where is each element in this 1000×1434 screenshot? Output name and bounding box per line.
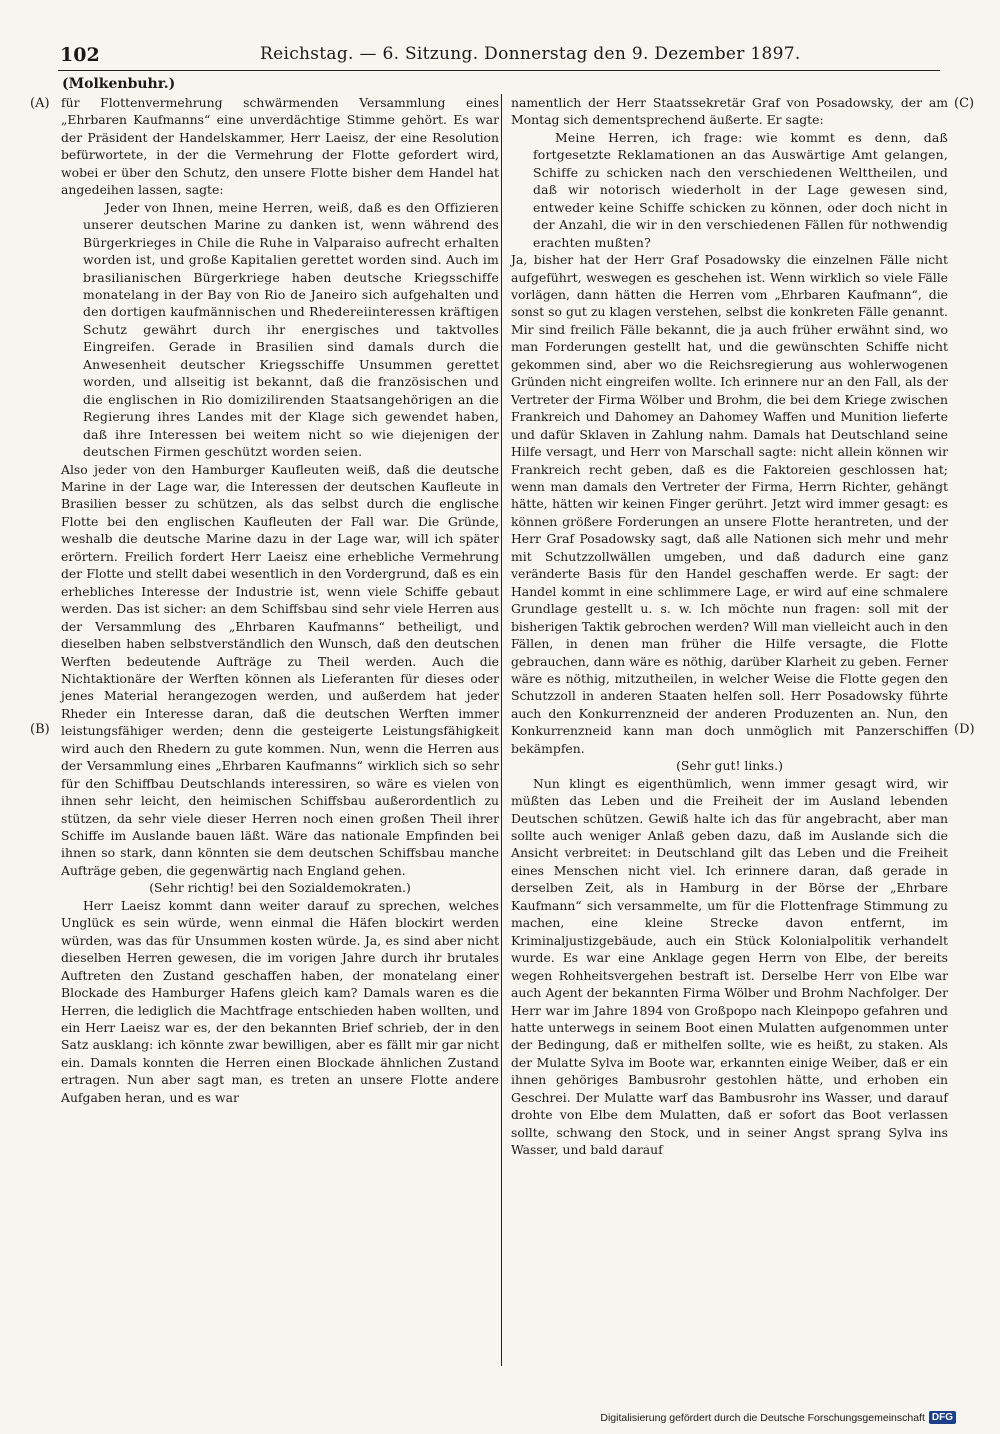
paragraph: Nun klingt es eigenthümlich, wenn immer gesagt wird, wir müßten das Leben und die Freiheit der im Ausland lebenden Deutschen schützen. Gewiß halte ich das für angebracht, aber man sollte auch weniger Anlaß geben dazu, daß im Auslande sich die Ansicht verbreitet: in Deutschland gilt das Leben und die Freiheit eines Menschen nicht viel. Ich erinnere daran, daß gerade in derselben Zeit, als in Hamburg in der Börse der „Ehrbare Kaufmann“ sich versammelte, um für die Flottenfrage Stimmung zu machen, eine kleine Strecke davon entfernt, im Kriminaljustizgebäude, auch ein Stück Kolonialpolitik verhandelt wurde. Es war eine Anklage gegen Herrn von Elbe, der bereits wegen Rohheitsvergehen bestraft ist. Derselbe Herr von Elbe war auch Agent der bekannten Firma Wölber und Brohm Nachfolger. Der Herr war im Jahre 1894 von Großpopo nach Kleinpopo gefahren und hatte unterwegs in seinem Boot einen Mulatten aufgenommen unter der Bedingung, daß er mithelfen sollte, wie es heißt, zu staken. Als der Mulatte Sylva im Boote war, erkannten einige Weiber, daß er ein ihnen gehöriges Bambusrohr gestohlen hätte, und erhoben ein Geschrei. Der Mulatte warf das Bambusrohr ins Wasser, und darauf drohte von Elbe dem Mulatten, daß er sofort das Boot verlassen sollte, schwang den Stock, und in seiner Angst sprang Sylva ins Wasser, und bald darauf	[511, 775, 948, 1158]
margin-marker-b: (B)	[30, 722, 50, 737]
margin-marker-c: (C)	[954, 96, 975, 111]
paragraph: Also jeder von den Hamburger Kaufleuten weiß, daß die deutsche Marine in der Lage war, die Interessen der deutschen Kaufleute in Brasilien besser zu schützen, als das selbst durch die englische Flotte bei den englischen Kaufleuten der Fall war. Die Gründe, weshalb die deutsche Marine dazu in der Lage war, will ich später erörtern. Freilich fordert Herr Laeisz eine erhebliche Vermehrung der Flotte und stellt dabei wesentlich in den Vordergrund, daß es ein erhebliches Interesse der Industrie ist, wenn viele Schiffe gebaut werden. Das ist sicher: an dem Schiffsbau sind sehr viele Herren aus der Versammlung des „Ehrbaren Kaufmanns“ betheiligt, und dieselben haben selbstverständlich den Wunsch, daß den deutschen Werften bedeutende Aufträge zu Theil werden. Auch die Nichtaktionäre der Werften können als Lieferanten für dieses oder jenes Material herangezogen werden, und außerdem hat jeder Rheder ein Interesse daran, daß die deutschen Werften immer leistungsfähiger werden; denn die gesteigerte Leistungsfähigkeit wird auch den Rhedern zu gute kommen. Nun, wenn die Herren aus der Versammlung eines „Ehrbaren Kaufmanns“ wirklich sich so sehr für den Schiffbau Deutschlands interessiren, so wäre es vielen von ihnen sehr leicht, den heimischen Schiffsbau außerordentlich zu stützen, da sehr viele dieser Herren noch einen großen Theil ihrer Schiffe im Auslande bauen läßt. Wäre das nationale Empfinden bei ihnen so stark, dann könnten sie dem deutschen Schiffsbau manche Aufträge geben, die gegenwärtig nach England gehen.	[61, 461, 499, 878]
margin-marker-d: (D)	[954, 722, 975, 737]
column-divider	[501, 94, 502, 1366]
header-rule	[58, 70, 940, 71]
quote: Meine Herren, ich frage: wie kommt es denn, daß fortgesetzte Reklamationen an das Auswärtige Amt gelangen, Schiffe zu schicken nach den verschiedenen Welttheilen, und daß wir notorisch wiederholt in der Lage gewesen sind, entweder keine Schiffe schicken zu können, oder doch nicht in der Anzahl, die wir in den verschiedenen Fällen für nothwendig erachten mußten?	[533, 129, 948, 250]
left-column	[61, 94, 499, 1106]
dfg-logo-icon: DFG	[929, 1411, 956, 1424]
paragraph: Ja, bisher hat der Herr Graf Posadowsky die einzelnen Fälle nicht aufgeführt, weswegen es geschehen ist. Wenn wirklich so viele Fälle vorlägen, dann hätten die Herren vom „Ehrbaren Kaufmann“, die sonst so gut zu klagen verstehen, selbst die konkreten Fälle genannt. Mir sind freilich Fälle bekannt, die ja auch früher erwähnt sind, wo man Forderungen gestellt hat, und die gewünschten Schiffe nicht gekommen sind, aber wo die Reichsregierung aus wohlerwogenen Gründen nicht eingreifen wollte. Ich erinnere nur an den Fall, als der Vertreter der Firma Wölber und Brohm, die bei dem Kriege zwischen Frankreich und Dahomey an Dahomey Waffen und Munition lieferte und dafür Sklaven in Zahlung nahm. Damals hat Deutschland seine Hilfe versagt, und Herr von Marschall sagte: nicht allein können wir Frankreich recht geben, daß es die Faktoreien geschlossen hat; wenn man damals den Vertreter der Firma, Herrn Richter, gehängt hätte, hätten wir keinen Finger gerührt. Jetzt wird immer gesagt: es können größere Forderungen an unsere Flotte herantreten, und der Herr Graf Posadowsky sagt, daß alle Nationen sich mehr und mehr mit Schutzzollwällen umgeben, und daß dadurch eine ganz veränderte Basis für den Handel geschaffen werde. Er sagt: der Handel kommt in eine schlimmere Lage, er wird auf eine schmalere Grundlage gestellt u. s. w. Ich möchte nun fragen: soll mit der bisherigen Taktik gebrochen werden? Will man vielleicht auch in den Fällen, in denen man früher die Hilfe versagte, die Flotte gebrauchen, dann wäre es nöthig, darüber Klarheit zu geben. Ferner wäre es nöthig, mitzutheilen, in welcher Weise die Flotte gegen den Schutzzoll in anderen Staaten helfen soll. Herr Posadowsky führte auch den Konkurrenzneid der anderen Produzenten an. Nun, den Konkurrenzneid kann man doch unmöglich mit Panzerschiffen bekämpfen.	[511, 252, 948, 756]
footer-credit	[600, 1411, 956, 1424]
right-column	[511, 94, 948, 1159]
speaker-name: (Molkenbuhr.)	[62, 76, 176, 92]
interjection: (Sehr gut! links.)	[676, 758, 783, 774]
page-number: 102	[60, 44, 100, 66]
paragraph: für Flottenvermehrung schwärmenden Versammlung eines „Ehrbaren Kaufmanns“ eine unverdächtige Stimme gehört. Es war der Präsident der Handelskammer, Herr Laeisz, der eine Resolution befürwortete, in der die Vermehrung der Flotte gefordert wird, wobei er über den Schutz, den unsere Flotte bisher dem Handel hat angedeihen lassen, sagte:	[61, 95, 499, 198]
quote: Jeder von Ihnen, meine Herren, weiß, daß es den Offizieren unserer deutschen Marine zu danken ist, wenn während des Bürgerkrieges in Chile die Ruhe in Valparaiso aufrecht erhalten worden ist, und große Kapitalien gerettet worden sind. Auch im brasilianischen Bürgerkriege haben deutsche Kriegsschiffe monatelang in der Bay von Rio de Janeiro sich aufgehalten und den dortigen kaufmännischen und Rhedereiinteressen kräftigen Schutz gewährt durch ihr energisches und taktvolles Eingreifen. Gerade in Brasilien sind damals durch die Anwesenheit deutscher Kriegsschiffe Unsummen gerettet worden, und allseitig ist bekannt, daß die französischen und die englischen in Rio domizilirenden Staatsangehörigen an die Regierung ihres Landes mit der Klage sich gewendet haben, daß ihre Interessen bei weitem nicht so wie diejenigen der deutschen Firmen geschützt worden seien.	[83, 199, 499, 460]
running-head: Reichstag. — 6. Sitzung. Donnerstag den 9. Dezember 1897.	[260, 44, 801, 64]
paragraph: Herr Laeisz kommt dann weiter darauf zu sprechen, welches Unglück es sein würde, wenn einmal die Häfen blockirt werden würden, was das für Unsummen kosten würde. Ja, es sind aber nicht dieselben Herren gewesen, die im vorigen Jahre durch ihr brutales Auftreten den Zustand geschaffen haben, der monatelang einer Blockade des Hamburger Hafens gleich kam? Damals waren es die Herren, die lediglich die Machtfrage entschieden haben wollten, und ein Herr Laeisz war es, der den bekannten Brief schrieb, der in den Satz ausklang: ich könnte zwar bewilligen, aber es fällt mir gar nicht ein. Damals konnten die Herren einen Blockade ähnlichen Zustand ertragen. Nun aber sagt man, es treten an unsere Flotte andere Aufgaben heran, und es war	[61, 897, 499, 1105]
margin-marker-a: (A)	[30, 96, 50, 111]
footer-text: Digitalisierung gefördert durch die Deutsche Forschungsgemeinschaft	[600, 1411, 925, 1424]
paragraph: namentlich der Herr Staatssekretär Graf von Posadowsky, der am Montag sich dementsprechend äußerte. Er sagte:	[511, 95, 948, 128]
interjection: (Sehr richtig! bei den Sozialdemokraten.)	[149, 880, 411, 896]
